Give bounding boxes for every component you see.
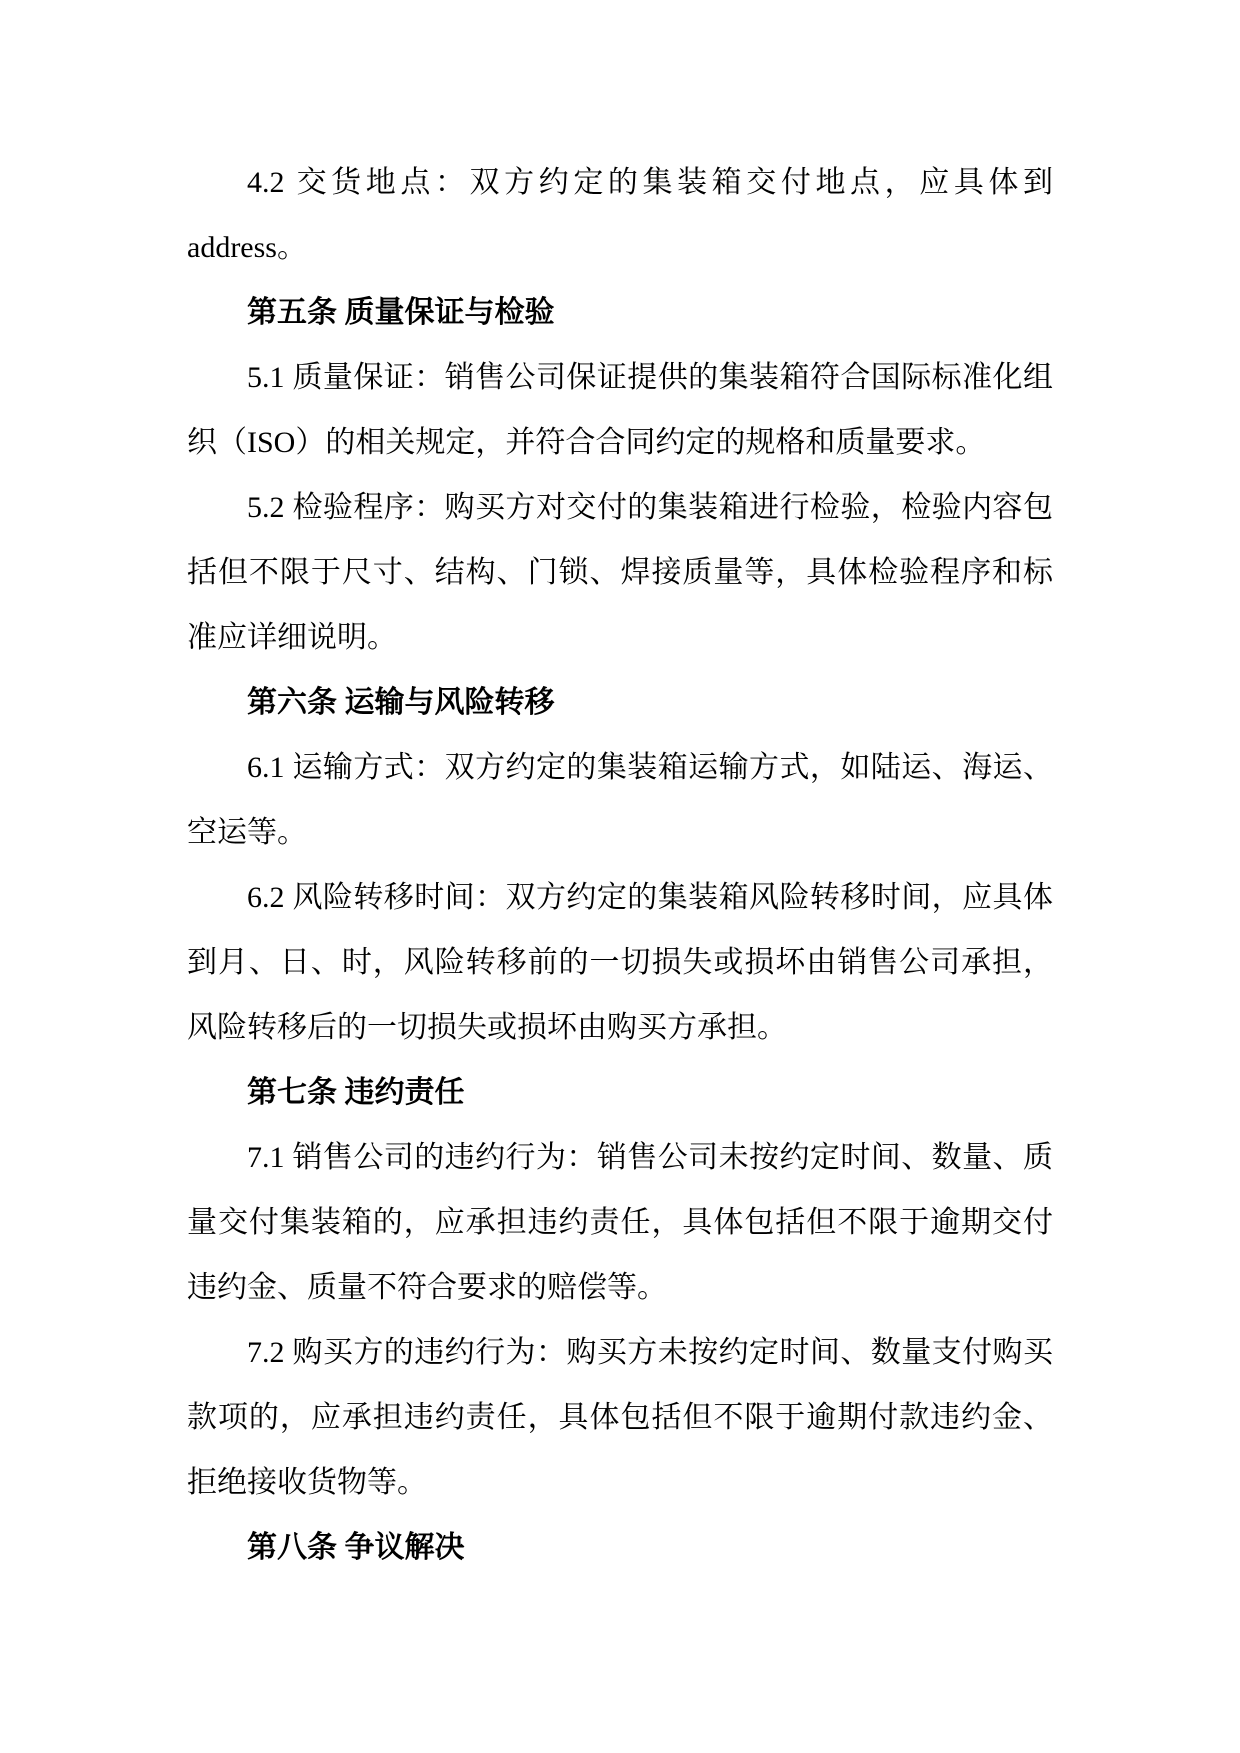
clause-7-2-paragraph: 7.2 购买方的违约行为：购买方未按约定时间、数量支付购买款项的，应承担违约责任，具体包括但不限于逾期付款违约金、拒绝接收货物等。: [187, 1336, 1053, 1499]
article-5-heading: 第五条 质量保证与检验: [247, 296, 555, 329]
article-7-heading: 第七条 违约责任: [247, 1076, 465, 1109]
clause-6-1-paragraph: 6.1 运输方式：双方约定的集装箱运输方式，如陆运、海运、空运等。: [187, 751, 1053, 849]
clause-7-1-paragraph: 7.1 销售公司的违约行为：销售公司未按约定时间、数量、质量交付集装箱的，应承担违约责任，具体包括但不限于逾期交付违约金、质量不符合要求的赔偿等。: [187, 1141, 1053, 1304]
document-content: [187, 150, 1053, 1580]
article-8-heading: 第八条 争议解决: [247, 1531, 465, 1564]
clause-5-1-paragraph: 5.1 质量保证：销售公司保证提供的集装箱符合国际标准化组织（ISO）的相关规定，并符合合同约定的规格和质量要求。: [187, 361, 1053, 459]
clause-4-2-paragraph: 4.2 交货地点：双方约定的集装箱交付地点，应具体到address。: [187, 166, 1053, 264]
clause-6-2-paragraph: 6.2 风险转移时间：双方约定的集装箱风险转移时间，应具体到月、日、时，风险转移前的一切损失或损坏由销售公司承担，风险转移后的一切损失或损坏由购买方承担。: [187, 881, 1053, 1044]
article-6-heading: 第六条 运输与风险转移: [247, 686, 555, 719]
clause-5-2-paragraph: 5.2 检验程序：购买方对交付的集装箱进行检验，检验内容包括但不限于尺寸、结构、门锁、焊接质量等，具体检验程序和标准应详细说明。: [187, 491, 1053, 654]
